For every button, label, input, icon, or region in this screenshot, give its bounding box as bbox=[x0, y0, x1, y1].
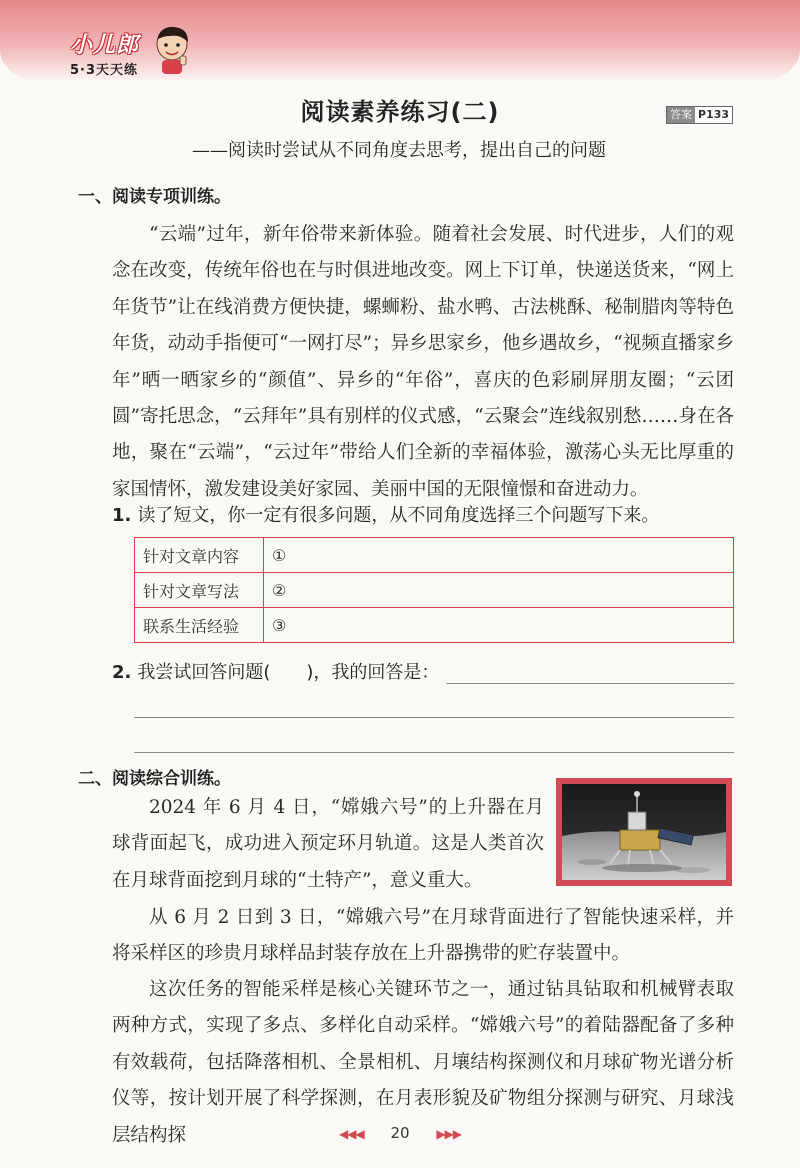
table-row bbox=[135, 573, 734, 608]
question-table bbox=[134, 537, 734, 643]
q1-number: 1. bbox=[112, 505, 132, 526]
page-subtitle: ——阅读时尝试从不同角度去思考，提出自己的问题 bbox=[192, 140, 606, 161]
answer-line[interactable] bbox=[446, 683, 734, 684]
answer-cell[interactable] bbox=[264, 573, 734, 608]
left-arrows-icon: ◀◀◀ bbox=[338, 1127, 364, 1141]
right-arrows-icon: ▶▶▶ bbox=[436, 1127, 462, 1141]
row-mark: ③ bbox=[272, 615, 287, 635]
brand-logo bbox=[70, 28, 139, 78]
brand-name: 小儿郎 bbox=[70, 33, 140, 58]
answer-tag bbox=[666, 106, 733, 124]
q2-text: 我尝试回答问题( )，我的回答是： bbox=[137, 662, 440, 683]
answer-cell[interactable] bbox=[264, 538, 734, 573]
answer-label: 答案 bbox=[667, 107, 695, 123]
section2-paragraph-2: 从 6 月 2 日到 3 日，“嫦娥六号”在月球背面进行了智能快速采样，并将采样区的珍贵月球样品封装存放在上升器携带的贮存装置中。 bbox=[112, 907, 734, 965]
page-number: 20 bbox=[390, 1124, 410, 1142]
lunar-photo-frame bbox=[556, 778, 732, 886]
q2-number: 2. bbox=[112, 662, 132, 683]
row-label: 联系生活经验 bbox=[135, 608, 264, 643]
answer-cell[interactable] bbox=[264, 608, 734, 643]
row-label: 针对文章内容 bbox=[135, 538, 264, 573]
section1-paragraph: “云端”过年，新年俗带来新体验。随着社会发展、时代进步，人们的观念在改变，传统年俗也在与时俱进地改变。网上下订单，快递送货来，“网上年货节”让在线消费方便快捷，螺蛳粉、盐水鸭、古法桃酥、秘制腊肉等特色年货，动动手指便可“一网打尽”；异乡思家乡，他乡遇故乡，“视频直播家乡年”晒一晒家乡的“颜值”、异乡的“年俗”，喜庆的色彩刷屏朋友圈；“云团圆”寄托思念，“云拜年”具有别样的仪式感，“云聚会”连线叙别愁……身在各地，聚在“云端”，“云过年”带给人们全新的幸福体验，激荡心头无比厚重的家国情怀，激发建设美好家园、美丽中国的无限憧憬和奋进动力。 bbox=[112, 224, 734, 500]
section2-paragraph-1: 2024 年 6 月 4 日，“嫦娥六号”的上升器在月球背面起飞，成功进入预定环月轨道。这是人类首次在月球背面挖到月球的“土特产”，意义重大。 bbox=[112, 797, 544, 891]
page-footer bbox=[0, 1124, 800, 1142]
answer-page: P133 bbox=[695, 107, 732, 123]
question-1 bbox=[112, 501, 659, 527]
page-title: 阅读素养练习(二) bbox=[300, 98, 500, 126]
row-label: 针对文章写法 bbox=[135, 573, 264, 608]
section2-heading: 二、阅读综合训练。 bbox=[78, 769, 231, 789]
brand-sub: 5·3天天练 bbox=[70, 63, 139, 78]
table-row bbox=[135, 538, 734, 573]
answer-line[interactable] bbox=[134, 752, 734, 753]
table-row bbox=[135, 608, 734, 643]
section2-paragraph-3: 这次任务的智能采样是核心关键环节之一，通过钻具钻取和机械臂表取两种方式，实现了多点、多样化自动采样。“嫦娥六号”的着陆器配备了多种有效载荷，包括降落相机、全景相机、月壤结构探测仪和月球矿物光谱分析仪等，按计划开展了科学探测，在月表形貌及矿物组分探测与研究、月球浅层结构探 bbox=[112, 979, 734, 1146]
row-mark: ① bbox=[272, 545, 287, 565]
mascot-boy-icon bbox=[150, 22, 194, 76]
section1-heading: 一、阅读专项训练。 bbox=[78, 187, 231, 207]
answer-line[interactable] bbox=[134, 717, 734, 718]
question-2 bbox=[112, 658, 439, 684]
lunar-lander-image bbox=[562, 784, 726, 880]
q1-text: 读了短文，你一定有很多问题，从不同角度选择三个问题写下来。 bbox=[137, 505, 660, 526]
row-mark: ② bbox=[272, 580, 287, 600]
